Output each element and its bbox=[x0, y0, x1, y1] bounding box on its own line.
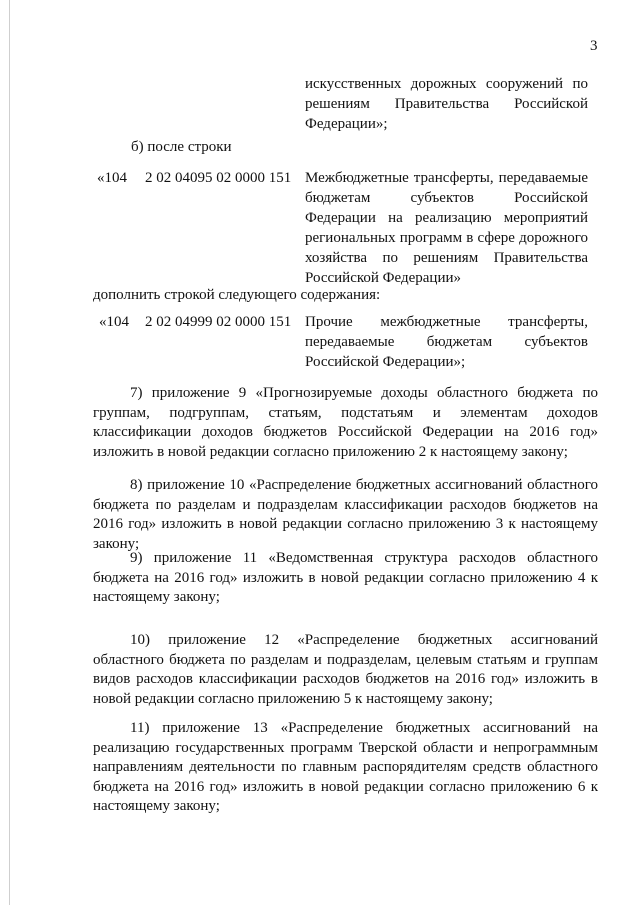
row1-code: 2 02 04095 02 0000 151 bbox=[145, 170, 292, 186]
continuation-text: искусственных дорожных сооружений по решениям Правительства Российской Федерации»; bbox=[305, 76, 588, 132]
item-7: 7) приложение 9 «Прогнозируемые доходы областного бюджета по группам, подгруппам, статьям, подстатьям и элементам доходов классификации доходов бюджетов Российской Федерации на 2016 год» изложить в новой редакции согласно приложению 2 к настоящему закону; bbox=[93, 385, 598, 460]
row1-number: «104 bbox=[97, 170, 127, 186]
row2-text: Прочие межбюджетные трансферты, передаваемые бюджетам субъектов Российской Федерации»; bbox=[305, 314, 588, 370]
subitem-b: б) после строки bbox=[131, 139, 232, 155]
item-11: 11) приложение 13 «Распределение бюджетных ассигнований на реализацию государственных программ Тверской области и непрограммным направлениям деятельности по главным распорядителям средств областного бюджета на 2016 год» изложить в новой редакции согласно приложению 6 к настоящему закону; bbox=[93, 720, 598, 814]
item-9: 9) приложение 11 «Ведомственная структура расходов областного бюджета на 2016 год» изложить в новой редакции согласно приложению 4 к настоящему закону; bbox=[93, 550, 598, 605]
row2-code: 2 02 04999 02 0000 151 bbox=[145, 314, 292, 330]
item-8: 8) приложение 10 «Распределение бюджетных ассигнований областного бюджета по разделам и подразделам классификации расходов бюджетов на 2016 год» изложить в новой редакции согласно приложению 3 к настоящему закону; bbox=[93, 477, 598, 552]
page-number: 3 bbox=[590, 38, 598, 54]
add-line: дополнить строкой следующего содержания: bbox=[93, 287, 381, 303]
page-edge-line bbox=[9, 0, 10, 905]
item-10: 10) приложение 12 «Распределение бюджетных ассигнований областного бюджета по разделам и подразделам, целевым статьям и группам видов расходов классификации расходов бюджетов на 2016 год» изложить в новой редакции согласно приложению 5 к настоящему закону; bbox=[93, 632, 598, 707]
row1-text: Межбюджетные трансферты, передаваемые бюджетам субъектов Российской Федерации на реализацию мероприятий региональных программ в сфере дорожного хозяйства по решениям Правительства Российской Федерации» bbox=[305, 170, 588, 286]
row2-number: «104 bbox=[99, 314, 129, 330]
